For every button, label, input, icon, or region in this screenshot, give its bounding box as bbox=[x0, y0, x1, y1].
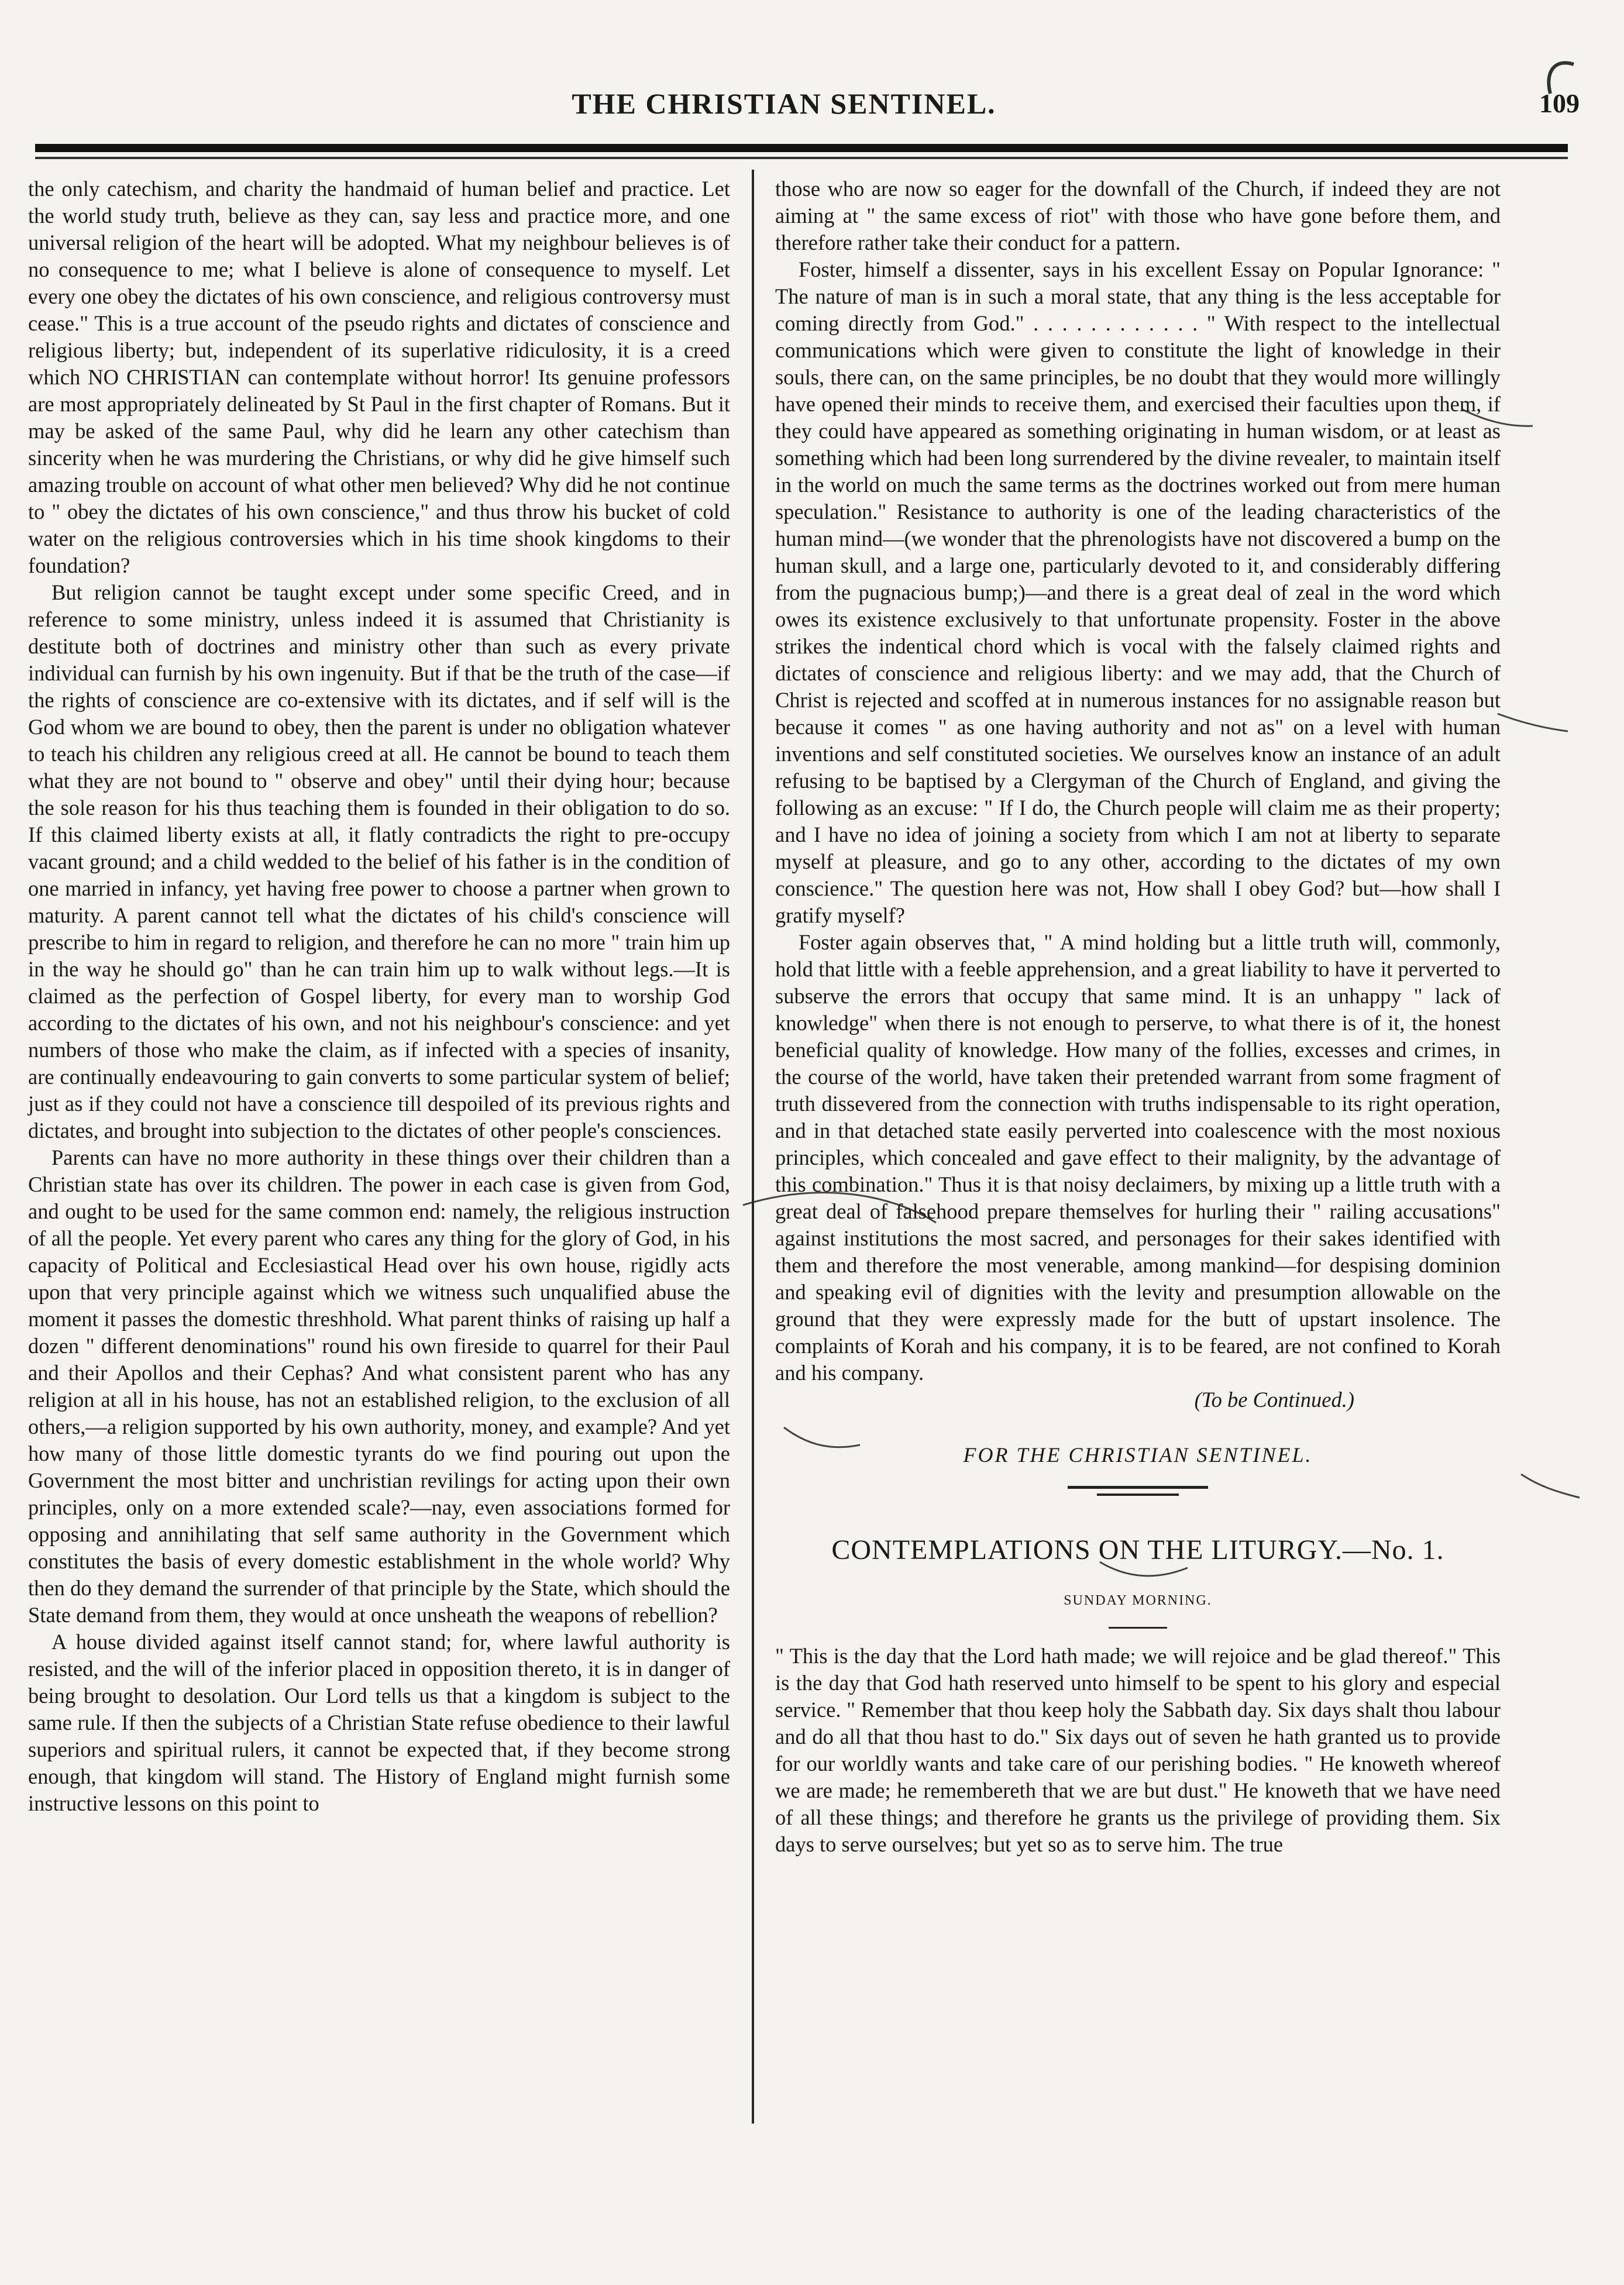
section-heading: FOR THE CHRISTIAN SENTINEL. bbox=[963, 1443, 1313, 1467]
left-paragraph-3: Parents can have no more authority in these things over their children than a Christian state has over its children. The power in each case is given from God, and ought to be used for the same common end: namely, the religious instruction of all the people. Yet every parent who cares any thing for the glory of God, in his capacity of Political and Ecclesiastical Head over his own house, rigidly acts upon that very principle against which we witness such unqualified abuse the moment it passes the domestic threshhold. What parent thinks of raising up half a dozen " different denominations" round his own fireside to quarrel for their Paul and their Apollos and their Cephas? And what consistent parent who has any religion at all in his house, has not an established religion, to the exclusion of all others,—a religion supported by his own authority, money, and example? And yet how many of those little domestic tyrants do we find pouring out upon the Government the most bitter and unchristian revilings for acting upon their own principles, only on a more extended scale?—nay, even associations formed for opposing and annihilating that self same authority in the Government which constitutes the basis of every domestic establishment in the whole world? Why then do they demand the surrender of that principle by the State, which should the State demand from them, they would at once unsheath the weapons of rebellion? bbox=[28, 1145, 730, 1627]
header-rule-thin bbox=[35, 157, 1568, 159]
right-paragraph-1: those who are now so eager for the downfall of the Church, if indeed they are not aiming at " the same excess of riot" with those who have gone before them, and therefore rather take their conduct for a pattern. bbox=[775, 177, 1501, 254]
article-rule bbox=[1109, 1627, 1167, 1629]
left-paragraph-2: But religion cannot be taught except under some specific Creed, and in reference to some ministry, unless indeed it is assumed that Christianity is destitute both of doctrines and ministry other than such as every private individual can furnish by his own ingenuity. But if that be the truth of the case—if the rights of conscience are co-extensive with its dictates, and if self will is the God whom we are bound to obey, then the parent is under no obligation whatever to teach his children any religious creed at all. He cannot be bound to teach them what they are not bound to " observe and obey" until their dying hour; because the sole reason for his thus teaching them is founded in their obligation to do so. If this claimed liberty exists at all, it flatly contradicts the right to pre-occupy vacant ground; and a child wedded to the belief of his father is in the condition of one married in infancy, yet having free power to choose a partner when grown to maturity. A parent cannot tell what the dictates of his child's conscience will prescribe to him in regard to religion, and therefore he can no more " train him up in the way he should go" than he can train him up to walk without legs.—It is claimed as the perfection of Gospel liberty, for every man to worship God according to the dictates of his own, and not his neighbour's conscience: and yet numbers of those who make the claim, as if infected with a species of insanity, are continually endeavouring to gain converts to some particular system of belief; just as if they could not have a conscience till despoiled of its previous rights and dictates, and brought into subjection to the dictates of other people's consciences. bbox=[28, 580, 730, 1142]
right-column bbox=[775, 175, 1501, 1858]
article-paragraph: " This is the day that the Lord hath made; we will rejoice and be glad thereof." This is the day that God hath reserved unto himself to be spent to his glory and especial service. " Remember that thou keep holy the Sabbath day. Six days shalt thou labour and do all that thou hast to do." Six days out of seven he hath granted us to provide for our worldly wants and take care of our perishing bodies. " He knoweth whereof we are made; he remembereth that we are but dust." He knoweth that we have need of all these things; and therefore he grants us the privilege of providing them. Six days to serve ourselves; but yet so as to serve him. The true bbox=[775, 1644, 1501, 1856]
article-subtitle: SUNDAY MORNING. bbox=[1064, 1593, 1212, 1608]
left-column bbox=[28, 175, 730, 1817]
page-header bbox=[35, 82, 1580, 135]
section-rule-thin bbox=[1097, 1493, 1179, 1496]
right-paragraph-3: Foster again observes that, " A mind holding but a little truth will, commonly, hold that little with a feeble apprehension, and a great liability to have it perverted to subserve the errors that occupy that same mind. It is an unhappy " lack of knowledge" when there is not enough to perserve, to what there is of it, the honest beneficial quality of knowledge. How many of the follies, excesses and crimes, in the course of the world, have taken their pretended warrant from some fragment of truth dissevered from the connection with truths indispensable to its right operation, and in that detached state easily perverted into coalescence with the most noxious principles, which concealed and gave effect to their malignity, by the advantage of this combination." Thus it is that noisy declaimers, by mixing up a little truth with a great deal of falsehood prepare themselves for hurling their " railing accusations" against institutions the most sacred, and personages for their sakes identified with them and therefore the most venerable, among mankind—for despising dominion and speaking evil of dignities with the levity and presumption allowable on the ground that they were expressly made for the butt of upstart insolence. The complaints of Korah and his company, it is to be feared, are not confined to Korah and his company. bbox=[775, 930, 1501, 1385]
column-divider bbox=[752, 170, 754, 2124]
page-number: 109 bbox=[1539, 88, 1580, 118]
left-paragraph-4: A house divided against itself cannot stand; for, where lawful authority is resisted, and the will of the inferior placed in opposition thereto, it is in danger of being brought to desolation. Our Lord tells us that a kingdom is subject to the same rule. If then the subjects of a Christian State refuse obedience to their lawful superiors and spiritual rulers, it cannot be expected that, if they become strong enough, that kingdom will stand. The History of England might furnish some instructive lessons on this point to bbox=[28, 1630, 730, 1815]
running-head: THE CHRISTIAN SENTINEL. bbox=[572, 87, 996, 120]
right-paragraph-2: Foster, himself a dissenter, says in his excellent Essay on Popular Ignorance: " The nature of man is in such a moral state, that any thing is the less acceptable for coming directly from God." . . . . . . . . . . . . " With respect to the intellectual communications which were given to constitute the light of knowledge in their souls, there can, on the same principles, be no doubt that they would more willingly have opened their minds to receive them, and exercised their faculties upon them, if they could have appeared as something originating in human wisdom, or at least as something which had been long surrendered by the divine revealer, to maintain itself in the world on much the same terms as the doctrines worked out from mere human speculation." Resistance to authority is one of the leading characteristics of the human mind—(we wonder that the phrenologists have not discovered a bump on the human skull, and a large one, particularly devoted to it, and considerably differing from the pugnacious bump;)—and there is a great deal of zeal in the word which owes its existence exclusively to that unfortunate propensity. Foster in the above strikes the indentical chord which is vocal with the falsely claimed rights and dictates of conscience and religious liberty: and we may add, that the Church of Christ is rejected and scoffed at in numerous instances for no assignable reason but because it comes " as one having authority and not as" on a level with human inventions and self constituted societies. We ourselves know an instance of an adult refusing to be baptised by a Clergyman of the Church of England, and giving the following as an excuse: " If I do, the Church people will claim me as their property; and I have no idea of joining a society from which I am not at liberty to separate myself at pleasure, and go to any other, according to the dictates of my own conscience." The question here was not, How shall I obey God? but—how shall I gratify myself? bbox=[775, 257, 1501, 927]
section-rule bbox=[1068, 1486, 1208, 1489]
to-be-continued: (To be Continued.) bbox=[1194, 1388, 1354, 1412]
left-paragraph-1: the only catechism, and charity the handmaid of human belief and practice. Let the world study truth, believe as they can, say less and practice more, and one universal religion of the heart will be adopted. What my neighbour believes is of no consequence to me; what I believe is alone of consequence to myself. Let every one obey the dictates of his own conscience, and religious controversy must cease." This is a true account of the pseudo rights and dictates of conscience and religious liberty; but, independent of its superlative ridiculosity, it is a creed which NO CHRISTIAN can contemplate without horror! Its genuine professors are most appropriately delineated by St Paul in the first chapter of Romans. But it may be asked of the same Paul, why did he learn any other catechism than sincerity when he was murdering the Christians, or why did he give himself such amazing trouble on account of what other men believed? Why did he not continue to " obey the dictates of his own conscience," and thus throw his bucket of cold water on the religious controversies which in his time shook kingdoms to their foundation? bbox=[28, 177, 730, 577]
article-title: CONTEMPLATIONS ON THE LITURGY.—No. 1. bbox=[831, 1534, 1444, 1565]
header-rule bbox=[35, 144, 1568, 152]
